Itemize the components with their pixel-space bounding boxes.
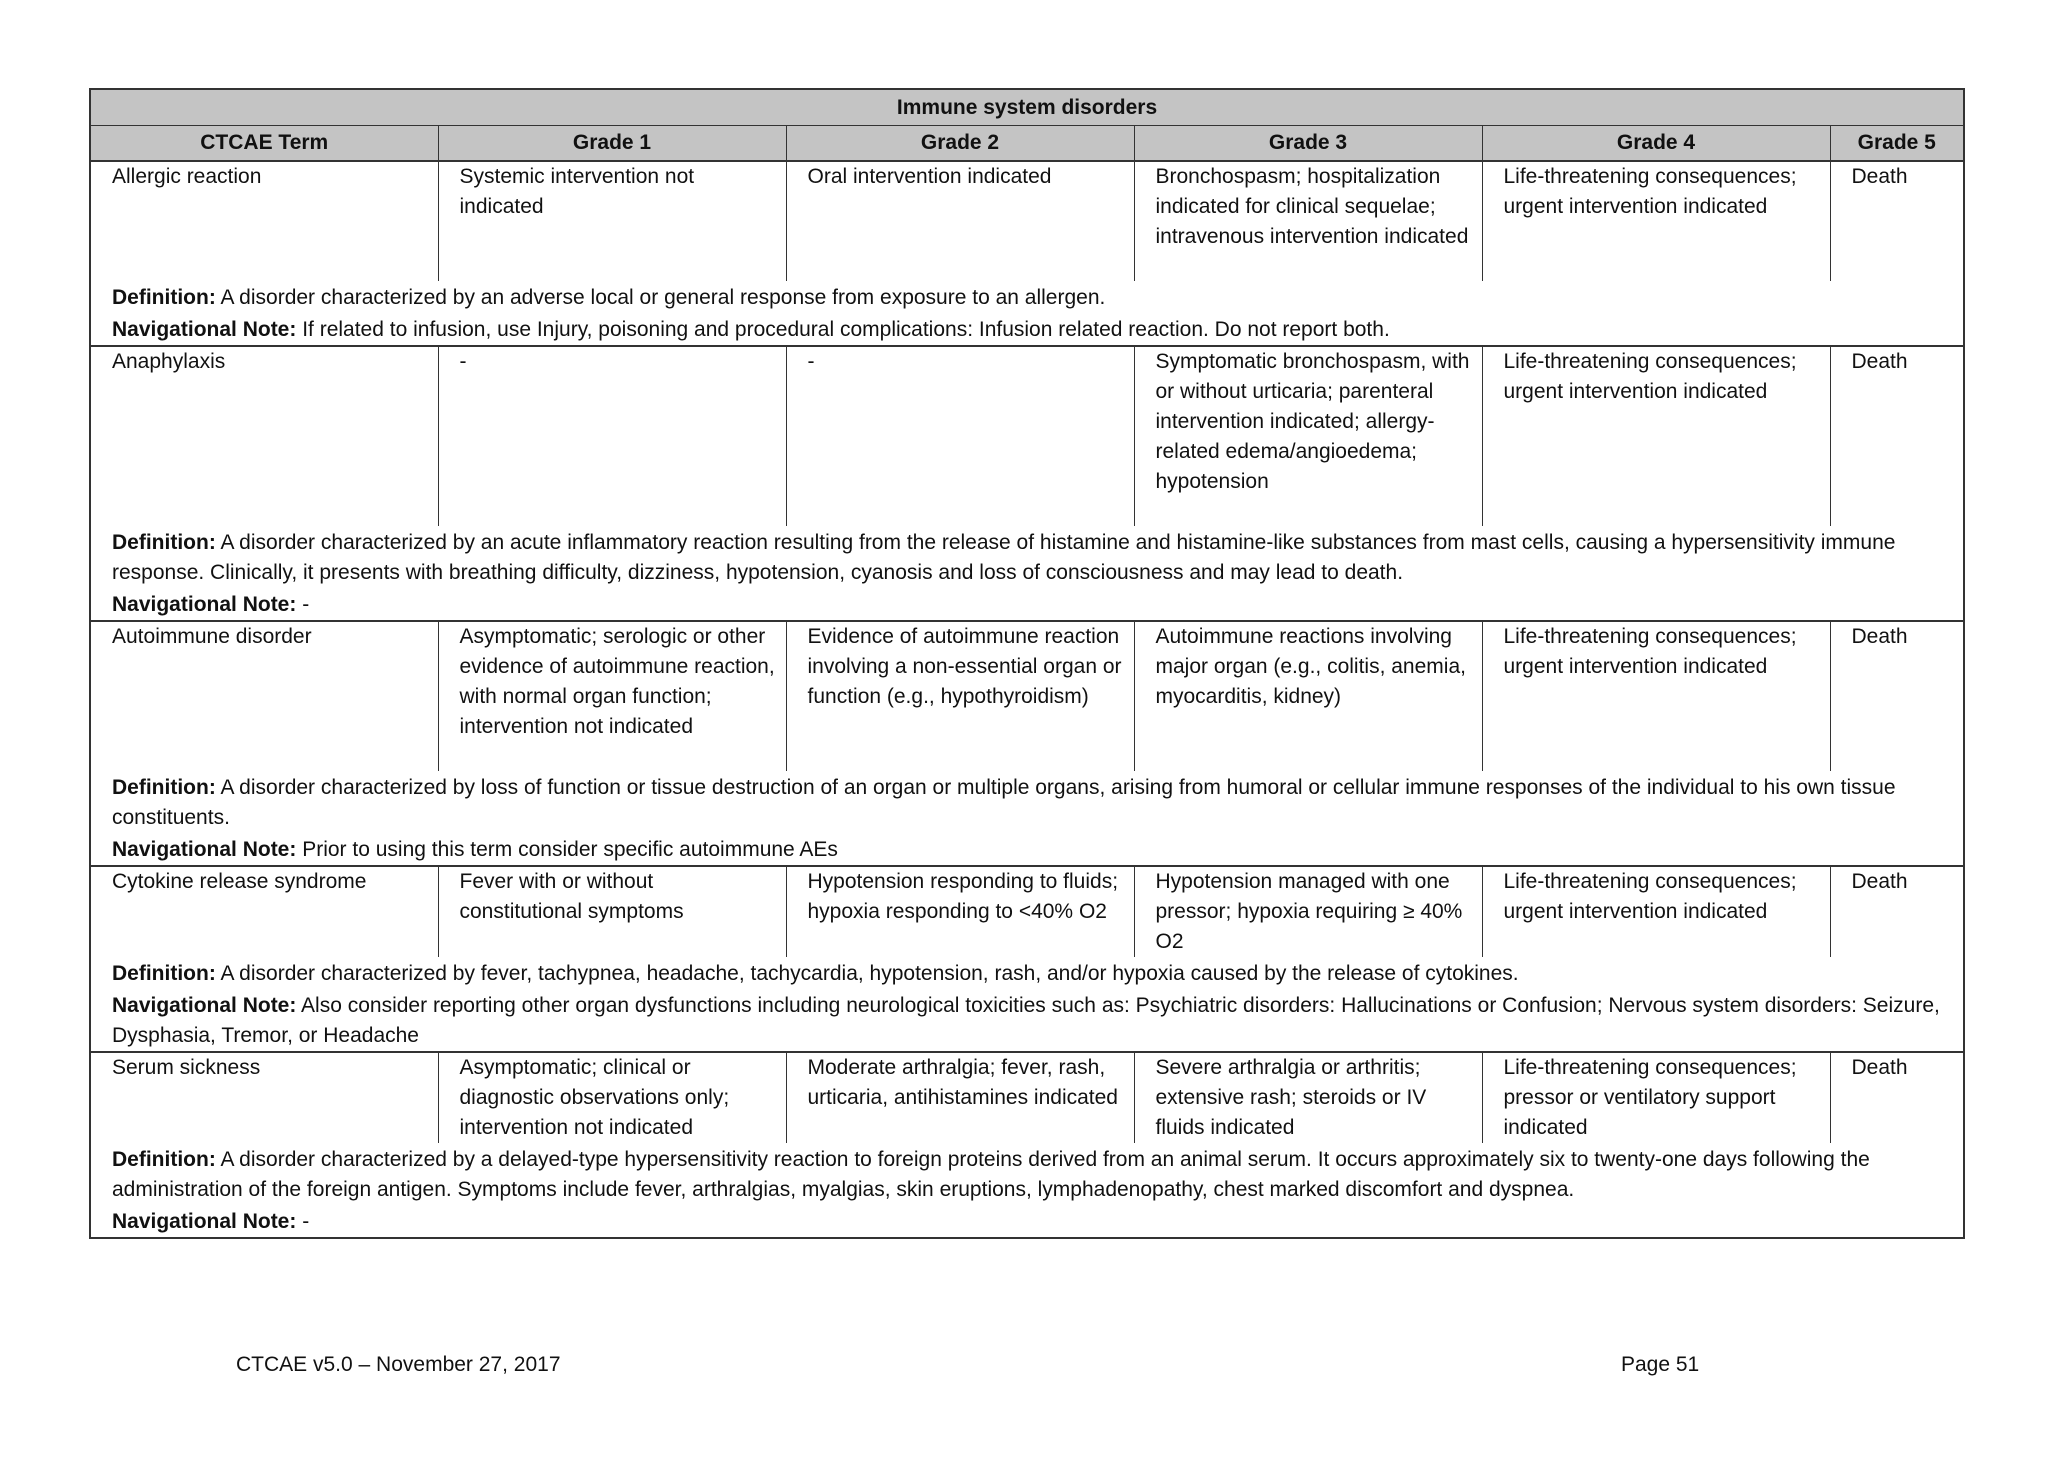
definition-label: Definition:: [112, 531, 216, 554]
nav-note-text: Prior to using this term consider specific autoimmune AEs: [302, 838, 838, 861]
table-row: [90, 621, 1964, 771]
header-grade-4: Grade 4: [1482, 126, 1830, 162]
nav-note-row: [90, 1205, 1964, 1238]
nav-note-row: [90, 989, 1964, 1052]
header-grade-5: Grade 5: [1830, 126, 1964, 162]
grade-2-cell: Moderate arthralgia; fever, rash, urticaria, antihistamines indicated: [786, 1052, 1134, 1143]
nav-note-label: Navigational Note:: [112, 838, 297, 861]
term-cell: Allergic reaction: [112, 165, 262, 188]
nav-note-text: If related to infusion, use Injury, poisoning and procedural complications: Infusion related reaction. Do not report both.: [302, 318, 1390, 341]
term-cell: Anaphylaxis: [112, 350, 226, 373]
definition-text: A disorder characterized by an acute inflammatory reaction resulting from the release of histamine and histamine-like substances from mast cells, causing a hypersensitivity immune response. Clinically, it presents with breathing difficulty, dizziness, hypotension, cyanosis and loss of consciousness and may lead to death.: [112, 531, 1896, 584]
nav-note-text: -: [302, 1210, 310, 1233]
definition-row: [90, 281, 1964, 313]
header-grade-2: Grade 2: [786, 126, 1134, 162]
grade-4-cell: Life-threatening consequences; urgent intervention indicated: [1482, 161, 1830, 281]
term-cell: Autoimmune disorder: [112, 625, 312, 648]
grade-5-cell: Death: [1830, 346, 1964, 526]
grade-3-cell: Autoimmune reactions involving major organ (e.g., colitis, anemia, myocarditis, kidney): [1134, 621, 1482, 771]
definition-label: Definition:: [112, 962, 216, 985]
header-row: [90, 126, 1964, 162]
definition-row: [90, 526, 1964, 588]
grade-5-cell: Death: [1830, 1052, 1964, 1143]
nav-note-label: Navigational Note:: [112, 593, 297, 616]
table-row: [90, 346, 1964, 526]
grade-2-cell: Oral intervention indicated: [786, 161, 1134, 281]
definition-text: A disorder characterized by an adverse local or general response from exposure to an allergen.: [220, 286, 1106, 309]
definition-row: [90, 771, 1964, 833]
definition-text: A disorder characterized by loss of function or tissue destruction of an organ or multiple organs, arising from humoral or cellular immune responses of the individual to his own tissue constituents.: [112, 776, 1896, 829]
grade-5-cell: Death: [1830, 866, 1964, 957]
grade-3-cell: Severe arthralgia or arthritis; extensive rash; steroids or IV fluids indicated: [1134, 1052, 1482, 1143]
grade-3-cell: Hypotension managed with one pressor; hypoxia requiring ≥ 40% O2: [1134, 866, 1482, 957]
grade-1-cell: Asymptomatic; clinical or diagnostic observations only; intervention not indicated: [438, 1052, 786, 1143]
footer-page-number: Page 51: [1621, 1353, 1700, 1376]
nav-note-row: [90, 313, 1964, 346]
grade-1-cell: Systemic intervention not indicated: [438, 161, 786, 281]
definition-label: Definition:: [112, 286, 216, 309]
grade-4-cell: Life-threatening consequences; pressor or ventilatory support indicated: [1482, 1052, 1830, 1143]
grade-4-cell: Life-threatening consequences; urgent intervention indicated: [1482, 346, 1830, 526]
definition-text: A disorder characterized by a delayed-type hypersensitivity reaction to foreign proteins derived from an animal serum. It occurs approximately six to twenty-one days following the administration of the foreign antigen. Symptoms include fever, arthralgias, myalgias, skin eruptions, lymphadenopathy, chest marked discomfort and dyspnea.: [112, 1148, 1870, 1201]
grade-1-cell: Fever with or without constitutional symptoms: [438, 866, 786, 957]
nav-note-text: Also consider reporting other organ dysfunctions including neurological toxicities such as: Psychiatric disorders: Hallucinations or Confusion; Nervous system disorders: Seizure, Dysphasia, Tremor, or Headache: [112, 994, 1940, 1047]
grade-3-cell: Bronchospasm; hospitalization indicated for clinical sequelae; intravenous intervention indicated: [1134, 161, 1482, 281]
header-term: CTCAE Term: [90, 126, 438, 162]
grade-5-cell: Death: [1830, 621, 1964, 771]
nav-note-row: [90, 588, 1964, 621]
definition-label: Definition:: [112, 1148, 216, 1171]
definition-label: Definition:: [112, 776, 216, 799]
term-cell: Serum sickness: [112, 1056, 261, 1079]
grade-1-cell: -: [438, 346, 786, 526]
grade-5-cell: Death: [1830, 161, 1964, 281]
term-cell: Cytokine release syndrome: [112, 870, 367, 893]
header-grade-1: Grade 1: [438, 126, 786, 162]
grade-2-cell: Evidence of autoimmune reaction involving a non-essential organ or function (e.g., hypothyroidism): [786, 621, 1134, 771]
nav-note-label: Navigational Note:: [112, 1210, 297, 1233]
grade-4-cell: Life-threatening consequences; urgent intervention indicated: [1482, 621, 1830, 771]
grade-2-cell: Hypotension responding to fluids; hypoxia responding to <40% O2: [786, 866, 1134, 957]
footer-version: CTCAE v5.0 – November 27, 2017: [236, 1353, 561, 1376]
table-row: [90, 161, 1964, 281]
ctcae-table: [89, 88, 1965, 1239]
grade-3-cell: Symptomatic bronchospasm, with or without urticaria; parenteral intervention indicated; allergy-related edema/angioedema; hypotension: [1134, 346, 1482, 526]
header-grade-3: Grade 3: [1134, 126, 1482, 162]
nav-note-label: Navigational Note:: [112, 994, 297, 1017]
definition-row: [90, 957, 1964, 989]
nav-note-row: [90, 833, 1964, 866]
nav-note-text: -: [302, 593, 310, 616]
nav-note-label: Navigational Note:: [112, 318, 297, 341]
definition-row: [90, 1143, 1964, 1205]
grade-2-cell: -: [786, 346, 1134, 526]
definition-text: A disorder characterized by fever, tachypnea, headache, tachycardia, hypotension, rash, and/or hypoxia caused by the release of cytokines.: [220, 962, 1519, 985]
table-caption: Immune system disorders: [90, 89, 1964, 126]
grade-1-cell: Asymptomatic; serologic or other evidence of autoimmune reaction, with normal organ function; intervention not indicated: [438, 621, 786, 771]
grade-4-cell: Life-threatening consequences; urgent intervention indicated: [1482, 866, 1830, 957]
table-row: [90, 1052, 1964, 1143]
table-row: [90, 866, 1964, 957]
